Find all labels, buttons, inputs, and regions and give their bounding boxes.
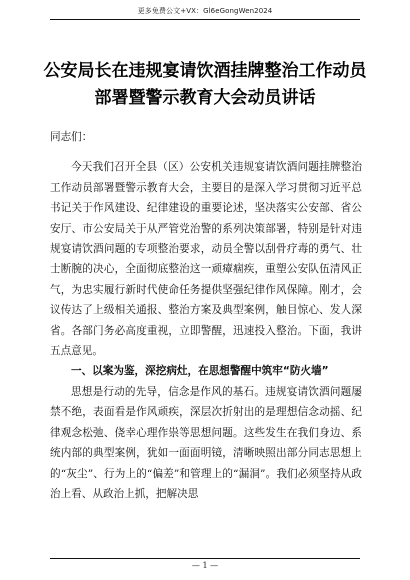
header-divider [50, 19, 360, 20]
footer-divider [50, 558, 360, 559]
header-note: 更多免费公文+VX：Gl6eGongWen2024 [137, 7, 273, 15]
document-title: 公安局长在违规宴请饮酒挂牌整治工作动员部署暨警示教育大会动员讲话 [43, 61, 367, 108]
page-number: — 1 — [191, 561, 219, 570]
section-paragraph: 思想是行动的先导，信念是作风的基石。违规宴请饮酒问题屡禁不绝，表面看是作风顽疾，深层次折射出的是理想信念动摇、纪律观念松弛、侥幸心理作祟等思想问题。这些发生在我们身边、系统内部的典型案例，犹如一面面明镜，清晰映照出部分同志思想上的“灰尘”、行为上的“偏差”和管理上的“漏洞”。我们必须坚持从政治上看、从政治上抓，把解决思 [50, 385, 362, 500]
body-paragraph: 今天我们召开全县（区）公安机关违规宴请饮酒问题挂牌整治工作动员部署暨警示教育大会，主要目的是深入学习贯彻习近平总书记关于作风建设、纪律建设的重要论述，坚决落实公安部、省公安厅、市公安局关于从严管党治警的系列决策部署，特别是针对违规宴请饮酒问题的专项整治要求，动员全警以刮骨疗毒的勇气、壮士断腕的决心，全面彻底整治这一顽瘴痼疾，重塑公安队伍清风正气，为忠实履行新时代使命任务提供坚强纪律作风保障。刚才，会议传达了上级相关通报、整治方案及典型案例，触目惊心、发人深省。各部门务必高度重视，立即警醒，迅速投入整治。下面，我讲五点意见。 [50, 161, 362, 358]
salutation: 同志们： [50, 131, 93, 143]
document-body [50, 127, 362, 504]
section-heading: 一、以案为鉴，深挖病灶，在思想警醒中筑牢“防火墙” [71, 365, 329, 378]
